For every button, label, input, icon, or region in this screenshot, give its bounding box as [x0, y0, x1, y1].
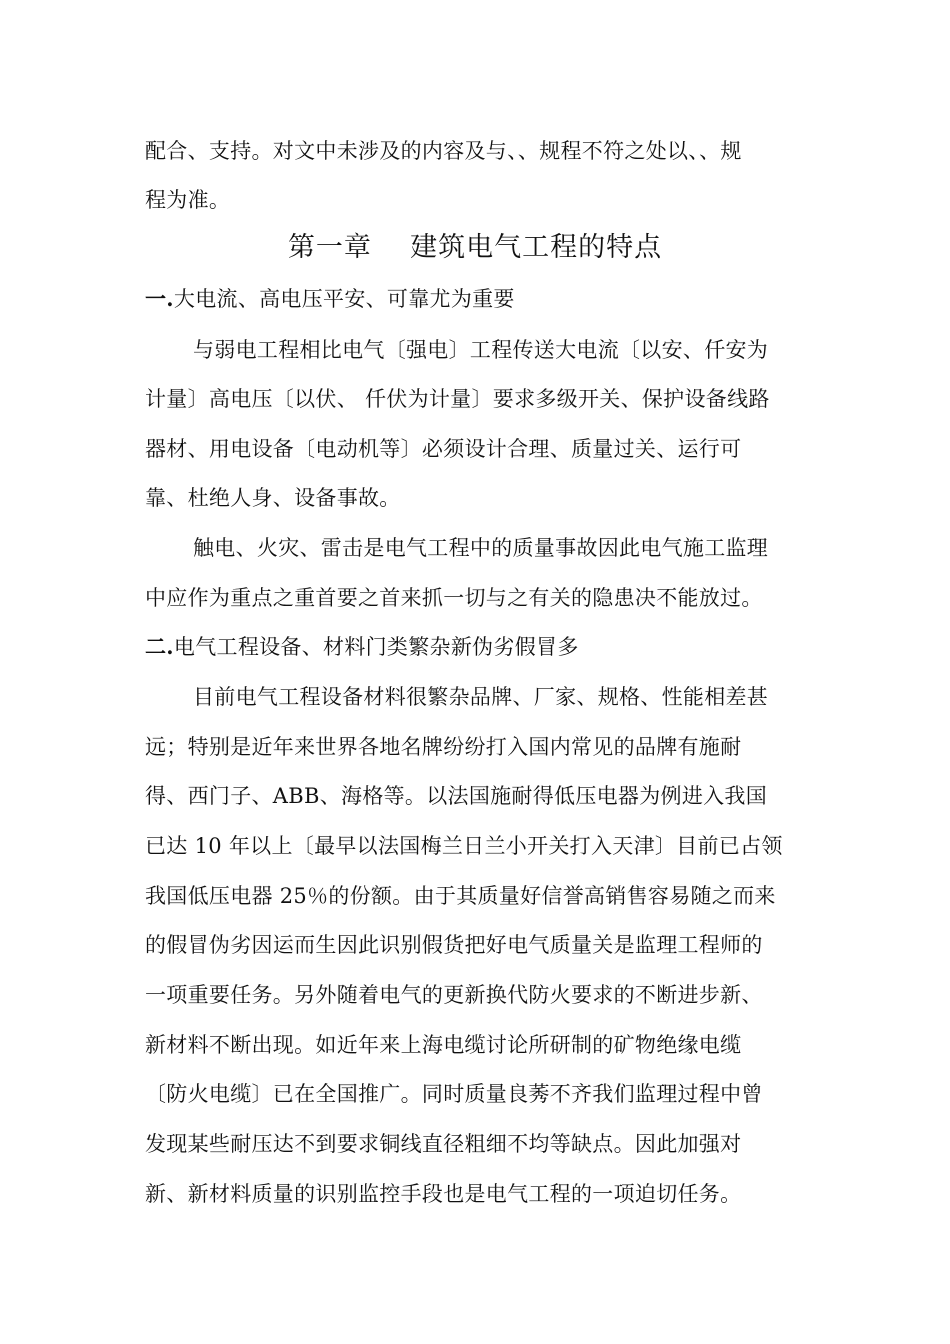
chapter-title: 第一章 建筑电气工程的特点	[287, 232, 663, 263]
paragraph-line: 我国低压电器 25％的份额。由于其质量好信誉高销售容易随之而来	[145, 884, 776, 908]
paragraph-line: 目前电气工程设备材料很繁杂品牌、厂家、规格、性能相差甚	[193, 685, 769, 709]
section-number: 一.	[145, 286, 174, 311]
section-title: 大电流、高电压平安、可靠尤为重要	[173, 287, 515, 311]
section-heading	[145, 633, 825, 661]
paragraph-line: 与弱电工程相比电气〔强电〕工程传送大电流〔以安、仟安为	[193, 338, 769, 362]
paragraph-line: 远；特别是近年来世界各地名牌纷纷打入国内常见的品牌有施耐	[145, 735, 742, 759]
section-number: 二.	[145, 634, 174, 659]
paragraph-line: 计量〕高电压〔以伏、 仟伏为计量〕要求多级开关、保护设备线路	[145, 387, 770, 411]
intro-line: 配合、支持。对文中未涉及的内容及与、、规程不符之处以、、规	[145, 139, 742, 163]
paragraph-line: 发现某些耐压达不到要求铜线直径粗细不均等缺点。因此加强对	[145, 1132, 742, 1156]
section-heading	[145, 285, 825, 313]
paragraph-line: 中应作为重点之重首要之首来抓一切与之有关的隐患决不能放过。	[145, 586, 763, 610]
paragraph-line: 器材、用电设备〔电动机等〕必须设计合理、质量过关、运行可	[145, 437, 742, 461]
paragraph-line: 得、西门子、ABB、海格等。以法国施耐得低压电器为例进入我国	[145, 784, 768, 808]
paragraph-line: 已达 10 年以上〔最早以法国梅兰日兰小开关打入天津〕目前已占领	[145, 834, 783, 858]
paragraph-line: 靠、杜绝人身、设备事故。	[145, 486, 401, 510]
paragraph-line: 触电、火灾、雷击是电气工程中的质量事故因此电气施工监理	[193, 536, 769, 560]
paragraph-line: 一项重要任务。另外随着电气的更新换代防火要求的不断进步新、	[145, 983, 763, 1007]
section-title: 电气工程设备、材料门类繁杂新伪劣假冒多	[173, 635, 579, 659]
paragraph-line: 〔防火电缆〕已在全国推广。同时质量良莠不齐我们监理过程中曾	[145, 1082, 763, 1106]
paragraph-line: 新材料不断出现。如近年来上海电缆讨论所研制的矿物绝缘电缆	[145, 1033, 742, 1057]
paragraph-line: 新、新材料质量的识别监控手段也是电气工程的一项迫切任务。	[145, 1182, 742, 1206]
intro-line: 程为准。	[145, 188, 231, 212]
paragraph-line: 的假冒伪劣因运而生因此识别假货把好电气质量关是监理工程师的	[145, 933, 763, 957]
